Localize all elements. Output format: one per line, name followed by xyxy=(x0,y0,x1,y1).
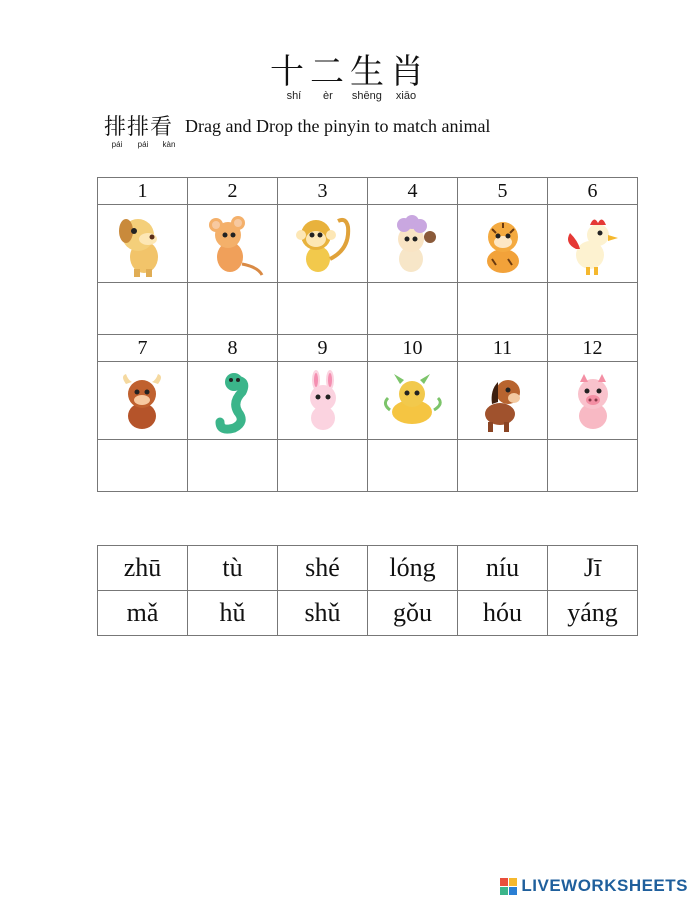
drop-zone-12[interactable] xyxy=(548,440,638,492)
pinyin-word-long[interactable]: lóng xyxy=(368,546,458,591)
drop-zone-3[interactable] xyxy=(278,283,368,335)
number-cell: 3 xyxy=(278,178,368,205)
drop-zone-7[interactable] xyxy=(98,440,188,492)
word-bank-row xyxy=(98,591,638,636)
pig-icon xyxy=(548,362,638,440)
dog-icon xyxy=(98,205,188,283)
drop-zone-4[interactable] xyxy=(368,283,458,335)
number-cell: 2 xyxy=(188,178,278,205)
number-cell: 10 xyxy=(368,335,458,362)
image-row xyxy=(98,362,638,440)
drop-zone-2[interactable] xyxy=(188,283,278,335)
number-cell: 8 xyxy=(188,335,278,362)
drop-zone-6[interactable] xyxy=(548,283,638,335)
rooster-icon xyxy=(548,205,638,283)
number-cell: 9 xyxy=(278,335,368,362)
pinyin-word-zhu[interactable]: zhū xyxy=(98,546,188,591)
number-row xyxy=(98,335,638,362)
horse-icon xyxy=(458,362,548,440)
word-bank-row xyxy=(98,546,638,591)
pinyin-word-she[interactable]: shé xyxy=(278,546,368,591)
title-pinyin-1: shí xyxy=(286,90,302,102)
instruction-pinyin-3: kàn xyxy=(162,140,176,149)
number-cell: 6 xyxy=(548,178,638,205)
rat-icon xyxy=(188,205,278,283)
pinyin-word-ji[interactable]: Jī xyxy=(548,546,638,591)
image-row xyxy=(98,205,638,283)
brand-name: LIVEWORKSHEETS xyxy=(521,876,688,895)
instruction-text: Drag and Drop the pinyin to match animal xyxy=(185,116,491,136)
drop-row xyxy=(98,440,638,492)
ox-icon xyxy=(98,362,188,440)
pinyin-word-hu[interactable]: hǔ xyxy=(188,591,278,636)
number-row xyxy=(98,178,638,205)
instruction-pinyin-2: pái xyxy=(137,140,149,149)
snake-icon xyxy=(188,362,278,440)
sheep-icon xyxy=(368,205,458,283)
number-cell: 1 xyxy=(98,178,188,205)
title-pinyin-2: èr xyxy=(323,90,333,102)
instruction-pinyin-1: pái xyxy=(111,140,123,149)
title-pinyin-3: shēng xyxy=(351,90,382,102)
logo-icon xyxy=(500,878,517,895)
pinyin-word-hou[interactable]: hóu xyxy=(458,591,548,636)
pinyin-word-ma[interactable]: mǎ xyxy=(98,591,188,636)
pinyin-word-gou[interactable]: gǒu xyxy=(368,591,458,636)
drop-zone-5[interactable] xyxy=(458,283,548,335)
number-cell: 12 xyxy=(548,335,638,362)
drop-zone-8[interactable] xyxy=(188,440,278,492)
number-cell: 5 xyxy=(458,178,548,205)
pinyin-word-tu[interactable]: tù xyxy=(188,546,278,591)
number-cell: 7 xyxy=(98,335,188,362)
instruction-pinyin xyxy=(108,140,178,149)
drop-zone-9[interactable] xyxy=(278,440,368,492)
animal-grid xyxy=(97,177,638,492)
drop-row xyxy=(98,283,638,335)
number-cell: 4 xyxy=(368,178,458,205)
drop-zone-11[interactable] xyxy=(458,440,548,492)
title-pinyin-4: xiāo xyxy=(395,90,417,102)
pinyin-word-shu[interactable]: shǔ xyxy=(278,591,368,636)
worksheet-title xyxy=(0,44,700,93)
title-hanzi: 十二生肖 xyxy=(270,52,430,92)
instruction-hanzi: 排排看 xyxy=(104,115,174,140)
pinyin-word-bank xyxy=(97,545,638,636)
pinyin-word-yang[interactable]: yáng xyxy=(548,591,638,636)
monkey-icon xyxy=(278,205,368,283)
drop-zone-1[interactable] xyxy=(98,283,188,335)
liveworksheets-logo xyxy=(500,876,688,896)
drop-zone-10[interactable] xyxy=(368,440,458,492)
instruction xyxy=(104,110,490,141)
title-pinyin xyxy=(0,90,700,102)
dragon-icon xyxy=(368,362,458,440)
number-cell: 11 xyxy=(458,335,548,362)
pinyin-word-niu[interactable]: níu xyxy=(458,546,548,591)
tiger-icon xyxy=(458,205,548,283)
rabbit-icon xyxy=(278,362,368,440)
